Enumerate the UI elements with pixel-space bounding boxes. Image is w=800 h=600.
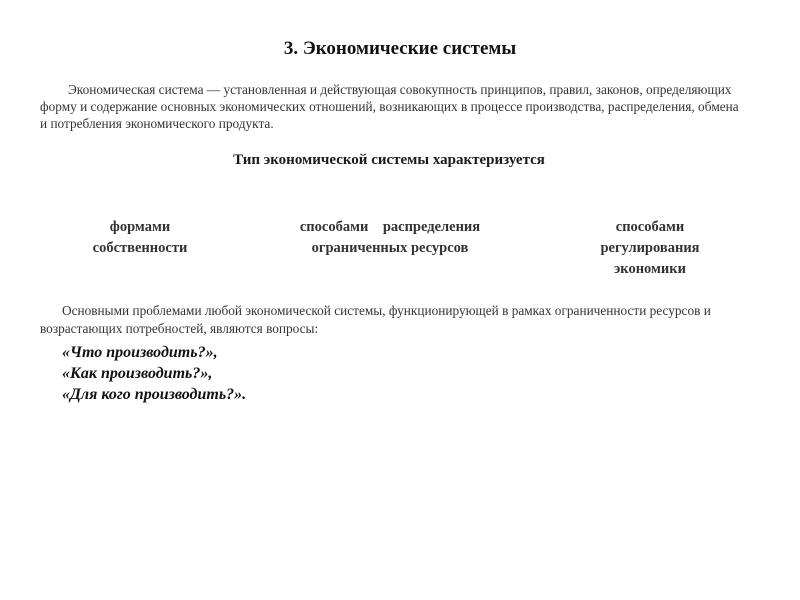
questions-list bbox=[62, 342, 246, 405]
question-item: «Как производить?», bbox=[62, 365, 213, 382]
page-title: 3. Экономические системы bbox=[283, 38, 517, 59]
criterion-line: собственности bbox=[92, 240, 188, 256]
criterion-line: ограниченных ресурсов bbox=[311, 240, 469, 256]
criterion-line: способами bbox=[615, 219, 685, 235]
criterion-line: формами bbox=[109, 219, 171, 235]
section-subheading: Тип экономической системы характеризуется bbox=[233, 152, 545, 168]
question-item: «Что производить?», bbox=[62, 344, 218, 361]
criterion-ownership bbox=[60, 217, 220, 259]
criterion-line: способами распределения bbox=[299, 219, 481, 235]
criterion-line: регулирования bbox=[600, 240, 700, 256]
criterion-regulation bbox=[565, 217, 735, 280]
criterion-line: экономики bbox=[614, 261, 686, 277]
problems-paragraph: Основными проблемами любой экономической системы, функционирующей в рамках ограниченности ресурсов и возрастающих потребностей, являются вопросы: bbox=[40, 303, 711, 336]
question-item: «Для кого производить?». bbox=[62, 386, 247, 403]
intro-paragraph: Экономическая система — установленная и действующая совокупность принципов, правил, законов, определяющих форму и содержание основных экономических отношений, возникающих в процессе производства, распределения, обмена и потребления экономического продукта. bbox=[40, 82, 739, 131]
criterion-distribution bbox=[265, 217, 515, 259]
